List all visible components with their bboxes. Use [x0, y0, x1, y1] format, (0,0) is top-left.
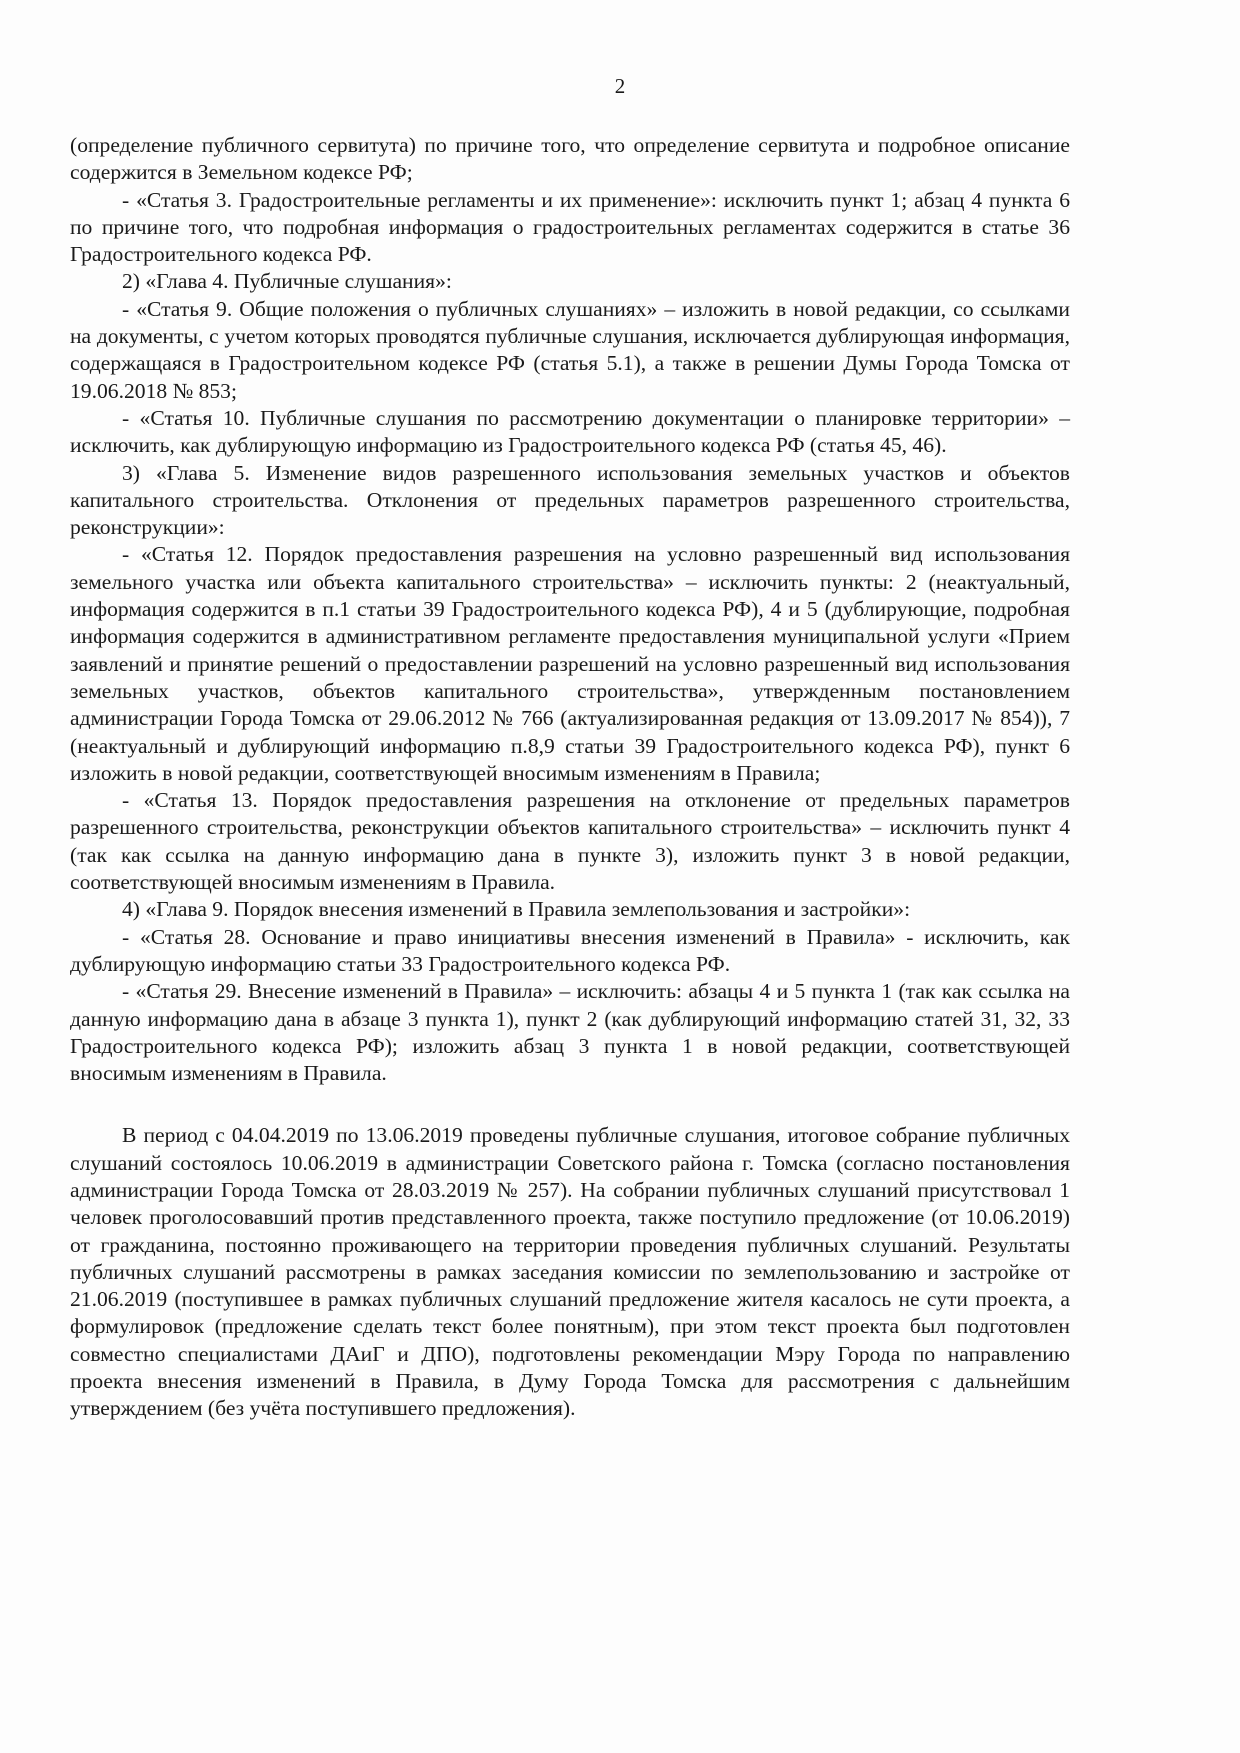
paragraph: - «Статья 12. Порядок предоставления разрешения на условно разрешенный вид использования земельного участка или объекта капитального строительства» – исключить пункты: 2 (неактуальный, информация содержится в п.1 статьи 39 Градостроительного кодекса РФ), 4 и 5 (дублирующие, подробная информация содержится в административном регламенте предоставления муниципальной услуги «Прием заявлений и принятие решений о предоставлении разрешений на условно разрешенный вид использования земельных участков, объектов капитального строительства», утвержденным постановлением администрации Города Томска от 29.06.2012 № 766 (актуализированная редакция от 13.09.2017 № 854)), 7 (неактуальный и дублирующий информацию п.8,9 статьи 39 Градостроительного кодекса РФ), пункт 6 изложить в новой редакции, соответствующей вносимым изменениям в Правила;: [70, 542, 1070, 785]
page-number: 2: [614, 74, 626, 98]
document-body: [70, 132, 1070, 1423]
paragraph: - «Статья 3. Градостроительные регламенты и их применение»: исключить пункт 1; абзац 4 пункта 6 по причине того, что подробная информация о градостроительных регламентах содержится в статье 36 Градостроительного кодекса РФ.: [70, 187, 1070, 267]
paragraph: 3) «Глава 5. Изменение видов разрешенного использования земельных участков и объектов капитального строительства. Отклонения от предельных параметров разрешенного строительства, реконструкции»:: [70, 460, 1070, 540]
paragraph: (определение публичного сервитута) по причине того, что определение сервитута и подробное описание содержится в Земельном кодексе РФ;: [70, 133, 1070, 185]
paragraph: - «Статья 28. Основание и право инициативы внесения изменений в Правила» - исключить, как дублирующую информацию статьи 33 Градостроительного кодекса РФ.: [70, 924, 1070, 976]
paragraph: В период с 04.04.2019 по 13.06.2019 проведены публичные слушания, итоговое собрание публичных слушаний состоялось 10.06.2019 в администрации Советского района г. Томска (согласно постановления администрации Города Томска от 28.03.2019 № 257). На собрании публичных слушаний присутствовал 1 человек проголосовавший против представленного проекта, также поступило предложение (от 10.06.2019) от гражданина, постоянно проживающего на территории проведения публичных слушаний. Результаты публичных слушаний рассмотрены в рамках заседания комиссии по землепользованию и застройке от 21.06.2019 (поступившее в рамках публичных слушаний предложение жителя касалось не сути проекта, а формулировок (предложение сделать текст более понятным), при этом текст проекта был подготовлен совместно специалистами ДАиГ и ДПО), подготовлены рекомендации Мэру Города по направлению проекта внесения изменений в Правила, в Думу Города Томска для рассмотрения с дальнейшим утверждением (без учёта поступившего предложения).: [70, 1123, 1070, 1421]
paragraph: - «Статья 29. Внесение изменений в Правила» – исключить: абзацы 4 и 5 пункта 1 (так как ссылка на данную информацию дана в абзаце 3 пункта 1), пункт 2 (как дублирующий информацию статей 31, 32, 33 Градостроительного кодекса РФ); изложить абзац 3 пункта 1 в новой редакции, соответствующей вносимым изменениям в Правила.: [70, 979, 1070, 1086]
paragraph: 4) «Глава 9. Порядок внесения изменений в Правила землепользования и застройки»:: [122, 897, 911, 922]
paragraph: 2) «Глава 4. Публичные слушания»:: [122, 269, 452, 294]
paragraph: - «Статья 13. Порядок предоставления разрешения на отклонение от предельных параметров разрешенного строительства, реконструкции объектов капитального строительства» – исключить пункт 4 (так как ссылка на данную информацию дана в пункте 3), изложить пункт 3 в новой редакции, соответствующей вносимым изменениям в Правила.: [70, 788, 1070, 895]
paragraph: - «Статья 10. Публичные слушания по рассмотрению документации о планировке территории» – исключить, как дублирующую информацию из Градостроительного кодекса РФ (статья 45, 46).: [70, 405, 1070, 458]
paragraph: - «Статья 9. Общие положения о публичных слушаниях» – изложить в новой редакции, со ссылками на документы, с учетом которых проводятся публичные слушания, исключается дублирующая информация, содержащаяся в Градостроительном кодексе РФ (статья 5.1), а также в решении Думы Города Томска от 19.06.2018 № 853;: [70, 296, 1070, 403]
